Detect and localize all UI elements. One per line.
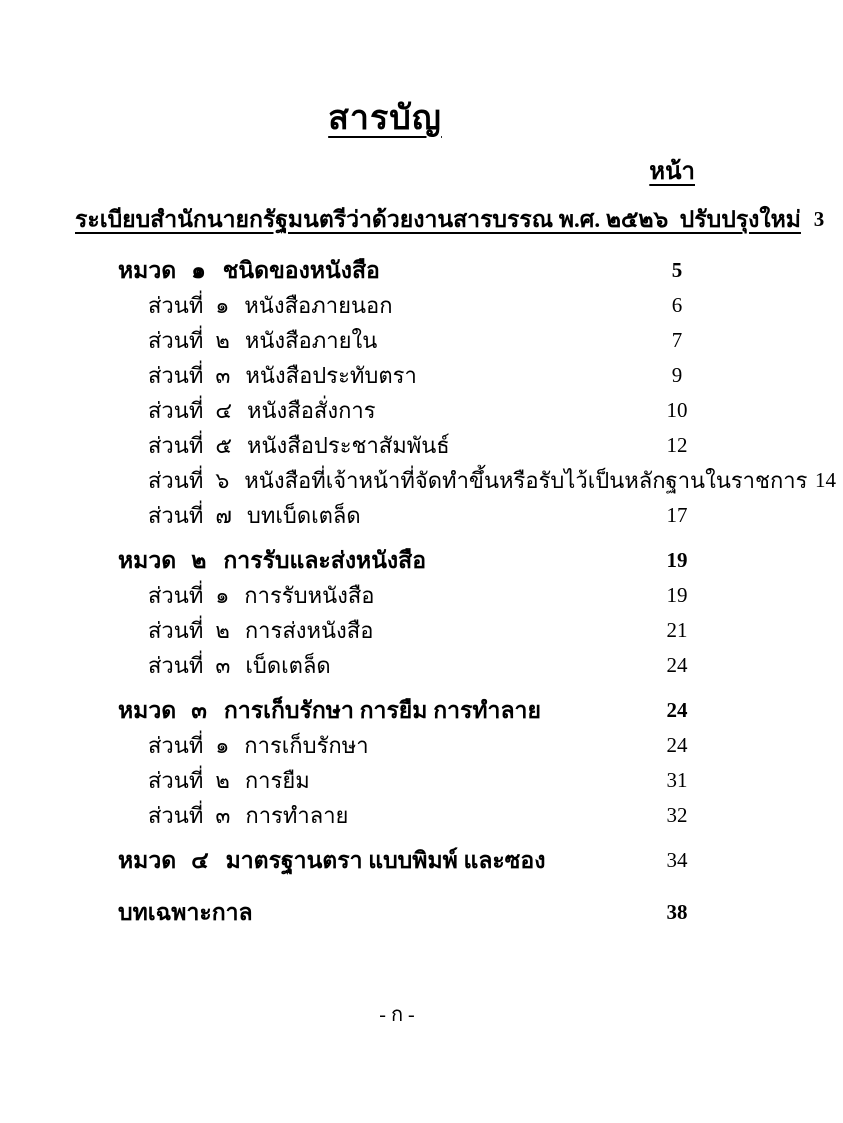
section-title: เบ็ดเตล็ด — [245, 653, 331, 678]
section-title: การรับหนังสือ — [244, 583, 375, 608]
toc-section-row — [75, 393, 695, 428]
section-title: หนังสือประทับตรา — [245, 363, 417, 388]
section-label: ส่วนที่ — [148, 803, 204, 828]
toc-section-row — [75, 428, 695, 463]
section-label: ส่วนที่ — [148, 503, 204, 528]
toc-section-row — [75, 498, 695, 533]
section-number: ๕ — [215, 433, 232, 458]
toc-section-row — [75, 463, 836, 498]
section-number: ๑ — [215, 293, 230, 318]
section-number: ๓ — [215, 803, 231, 828]
section-title: การยืม — [244, 768, 310, 793]
toc-main-entry — [75, 202, 825, 237]
section-page: 24 — [666, 733, 688, 757]
section-title: การส่งหนังสือ — [244, 618, 374, 643]
section-title: หนังสือสั่งการ — [246, 398, 376, 423]
toc-section-row — [75, 323, 695, 358]
chapter-page: 19 — [666, 548, 688, 572]
toc-main-entry-title: ระเบียบสำนักนายกรัฐมนตรีว่าด้วยงานสารบรรณ พ.ศ. ๒๕๒๖ ปรับปรุงใหม่ — [75, 206, 801, 232]
section-page: 10 — [666, 398, 688, 422]
chapter-number: ๑ — [191, 257, 206, 283]
section-number: ๗ — [215, 503, 232, 528]
chapter-title: การรับและส่งหนังสือ — [223, 547, 427, 573]
toc-section-row — [75, 358, 695, 393]
table-of-contents — [75, 202, 836, 930]
section-number: ๖ — [215, 468, 230, 493]
chapter-label: หมวด — [118, 847, 177, 873]
section-page: 17 — [666, 503, 688, 527]
chapter-label: หมวด — [118, 547, 177, 573]
chapter-number: ๒ — [191, 547, 207, 573]
chapter-page: 34 — [666, 848, 688, 872]
section-number: ๑ — [215, 733, 230, 758]
section-label: ส่วนที่ — [148, 618, 204, 643]
section-title: บทเบ็ดเตล็ด — [246, 503, 361, 528]
section-label: ส่วนที่ — [148, 768, 204, 793]
toc-chapter-heading — [75, 843, 695, 878]
toc-chapter-heading — [75, 253, 695, 288]
page-column-header-label: หน้า — [649, 159, 695, 185]
toc-section-row — [75, 613, 695, 648]
toc-chapter-heading — [75, 693, 695, 728]
page-column-header — [75, 155, 695, 190]
section-page: 7 — [671, 328, 683, 352]
section-label: ส่วนที่ — [148, 398, 204, 423]
section-page: 6 — [671, 293, 683, 317]
section-number: ๓ — [215, 363, 231, 388]
toc-section-row — [75, 763, 695, 798]
toc-section-row — [75, 728, 695, 763]
chapter-page: 24 — [666, 698, 688, 722]
toc-chapter-heading — [75, 543, 695, 578]
section-number: ๒ — [215, 328, 230, 353]
section-title: การทำลาย — [245, 803, 349, 828]
section-page: 32 — [666, 803, 688, 827]
section-page: 31 — [666, 768, 688, 792]
section-page: 12 — [666, 433, 688, 457]
section-page: 14 — [814, 468, 836, 492]
toc-section-row — [75, 648, 695, 683]
section-title: หนังสือภายนอก — [244, 293, 393, 318]
section-number: ๒ — [215, 768, 230, 793]
chapter-page: 5 — [671, 258, 683, 282]
toc-main-entry-page: 3 — [813, 207, 825, 231]
section-title: การเก็บรักษา — [244, 733, 369, 758]
section-number: ๔ — [215, 398, 232, 423]
section-page: 9 — [671, 363, 683, 387]
chapter-number: ๔ — [191, 847, 209, 873]
section-title: หนังสือภายใน — [244, 328, 378, 353]
section-page: 21 — [666, 618, 688, 642]
page-title: สารบัญ — [328, 100, 442, 137]
section-page: 19 — [666, 583, 688, 607]
section-label: ส่วนที่ — [148, 433, 204, 458]
section-label: ส่วนที่ — [148, 583, 204, 608]
chapter-title: การเก็บรักษา การยืม การทำลาย — [223, 697, 541, 723]
section-title: หนังสือที่เจ้าหน้าที่จัดทำขึ้นหรือรับไว้เป็นหลักฐานในราชการ — [244, 468, 808, 493]
page-footer-number: - ก - — [379, 1004, 415, 1026]
section-number: ๑ — [215, 583, 230, 608]
section-label: ส่วนที่ — [148, 468, 204, 493]
toc-final-entry — [75, 895, 695, 930]
section-label: ส่วนที่ — [148, 653, 204, 678]
section-number: ๓ — [215, 653, 231, 678]
chapter-label: หมวด — [118, 697, 177, 723]
section-number: ๒ — [215, 618, 230, 643]
toc-section-row — [75, 798, 695, 833]
section-label: ส่วนที่ — [148, 733, 204, 758]
toc-section-row — [75, 578, 695, 613]
chapter-number: ๓ — [191, 697, 207, 723]
chapter-title: มาตรฐานตรา แบบพิมพ์ และซอง — [225, 847, 546, 873]
section-label: ส่วนที่ — [148, 363, 204, 388]
final-entry-title: บทเฉพาะกาล — [118, 899, 253, 925]
section-title: หนังสือประชาสัมพันธ์ — [246, 433, 450, 458]
section-page: 24 — [666, 653, 688, 677]
final-entry-page: 38 — [666, 900, 688, 924]
chapter-label: หมวด — [118, 257, 177, 283]
chapter-title: ชนิดของหนังสือ — [222, 257, 380, 283]
section-label: ส่วนที่ — [148, 328, 204, 353]
section-label: ส่วนที่ — [148, 293, 204, 318]
toc-section-row — [75, 288, 695, 323]
